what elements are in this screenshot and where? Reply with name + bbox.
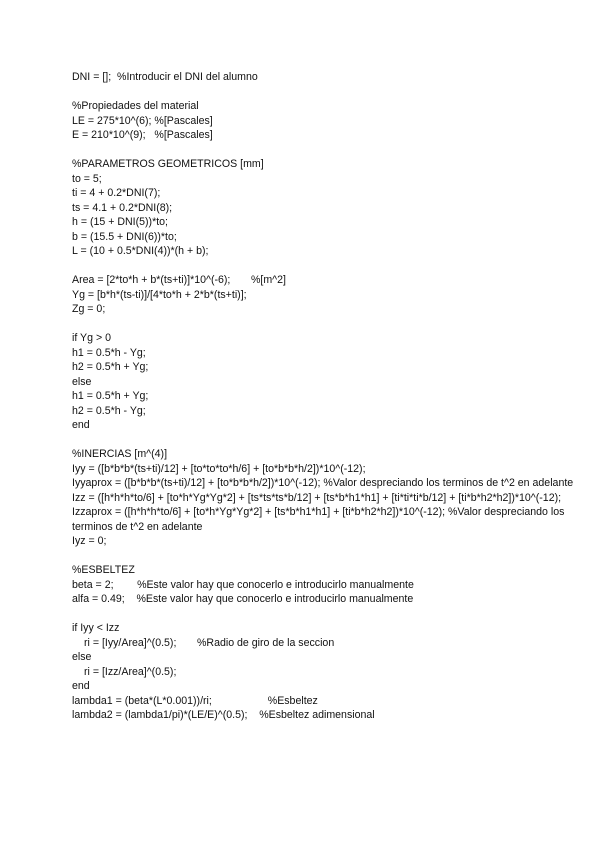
blank-line xyxy=(72,549,582,564)
code-line: alfa = 0.49; %Este valor hay que conocerlo e introducirlo manualmente xyxy=(72,593,414,605)
code-line: Iyz = 0; xyxy=(72,535,107,547)
blank-line xyxy=(72,259,582,274)
code-line: h1 = 0.5*h + Yg; xyxy=(72,390,149,402)
code-line: ts = 4.1 + 0.2*DNI(8); xyxy=(72,201,173,214)
code-line: E = 210*10^(9); %[Pascales] xyxy=(72,129,213,141)
blank-line xyxy=(72,85,582,100)
code-line: Yg = [b*h*(ts-ti)]/[4*to*h + 2*b*(ts+ti)]; xyxy=(72,288,247,301)
code-line: else xyxy=(72,651,92,663)
blank-line xyxy=(72,433,582,448)
code-line: to = 5; xyxy=(72,172,102,185)
code-line: h2 = 0.5*h + Yg; xyxy=(72,361,149,373)
blank-line xyxy=(72,143,582,158)
code-line: if Iyy < Izz xyxy=(72,622,120,634)
code-line: L = (10 + 0.5*DNI(4))*(h + b); xyxy=(72,245,209,257)
blank-line xyxy=(72,317,582,332)
code-line: %INERCIAS [m^(4)] xyxy=(72,448,168,460)
code-line: Iyy = ([b*b*b*(ts+ti)/12] + [to*to*to*h/6] + [to*b*b*h/2])*10^(-12); xyxy=(72,462,366,475)
code-line: h1 = 0.5*h - Yg; xyxy=(72,346,146,359)
code-line: DNI = []; %Introducir el DNI del alumno xyxy=(72,71,258,83)
code-line: lambda1 = (beta*(L*0.001))/ri; %Esbeltez xyxy=(72,694,318,707)
code-line: h = (15 + DNI(5))*to; xyxy=(72,216,168,228)
code-line: if Yg > 0 xyxy=(72,332,111,344)
code-line: h2 = 0.5*h - Yg; xyxy=(72,404,146,417)
code-line: Izzaprox = ([h*h*h*to/6] + [to*h*Yg*Yg*2] + [ts*b*h1*h1] + [ti*b*h2*h2])*10^(-12); %Valor despreciando los terminos de t^2 en adelante xyxy=(72,506,565,533)
code-line: end xyxy=(72,419,90,431)
code-line: else xyxy=(72,375,92,388)
code-document xyxy=(72,70,582,723)
code-line: end xyxy=(72,680,90,692)
code-line: Area = [2*to*h + b*(ts+ti)]*10^(-6); %[m^2] xyxy=(72,274,286,286)
code-line: ri = [Iyy/Area]^(0.5); %Radio de giro de la seccion xyxy=(84,636,335,649)
code-line: ri = [Izz/Area]^(0.5); xyxy=(84,665,177,678)
code-line: b = (15.5 + DNI(6))*to; xyxy=(72,230,177,243)
code-line: LE = 275*10^(6); %[Pascales] xyxy=(72,114,213,127)
code-line: ti = 4 + 0.2*DNI(7); xyxy=(72,187,161,199)
code-line: Iyyaprox = ([b*b*b*(ts+ti)/12] + [to*b*b*h/2])*10^(-12); %Valor despreciando los terminos de t^2 en adelante xyxy=(72,477,574,489)
code-line: Izz = ([h*h*h*to/6] + [to*h*Yg*Yg*2] + [ts*ts*ts*b/12] + [ts*b*h1*h1] + [ti*ti*ti*b/12] + [ti*b*h2*h2])*10^(-12); xyxy=(72,491,562,504)
code-line: Zg = 0; xyxy=(72,303,106,315)
blank-line xyxy=(72,607,582,622)
code-line: %ESBELTEZ xyxy=(72,564,135,576)
code-line: beta = 2; %Este valor hay que conocerlo e introducirlo manualmente xyxy=(72,578,414,591)
code-line: %PARAMETROS GEOMETRICOS [mm] xyxy=(72,158,264,170)
code-line: lambda2 = (lambda1/pi)*(LE/E)^(0.5); %Esbeltez adimensional xyxy=(72,709,375,721)
code-line: %Propiedades del material xyxy=(72,100,199,112)
